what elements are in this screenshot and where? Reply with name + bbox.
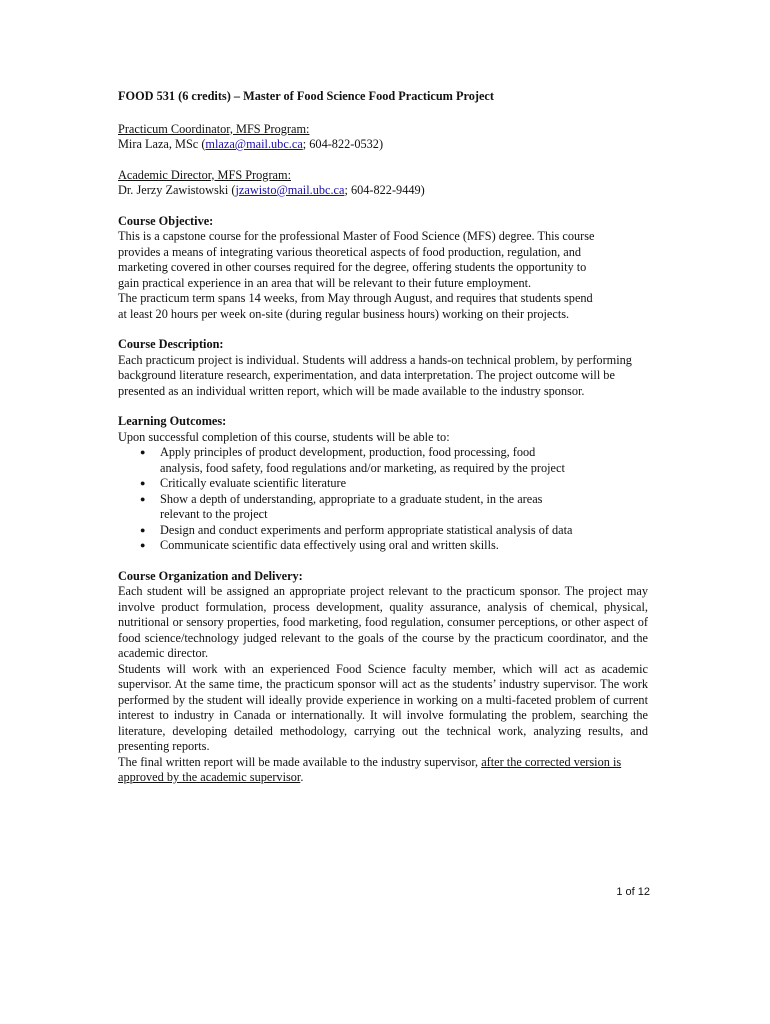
- outcomes-heading: Learning Outcomes:: [118, 414, 227, 428]
- director-heading: Academic Director, MFS Program:: [118, 167, 291, 182]
- description-heading: Course Description:: [118, 337, 224, 351]
- outcome-item: [140, 491, 648, 523]
- objective-paragraph-2: The practicum term spans 14 weeks, from May through August, and requires that students spend at least 20 hours per week on-site (during regular business hours) working on their projects.: [118, 291, 593, 321]
- bullet-icon: ●: [140, 478, 146, 488]
- coordinator-heading: Practicum Coordinator, MFS Program:: [118, 121, 310, 136]
- director-email-link[interactable]: jzawisto@mail.ubc.ca: [235, 183, 345, 197]
- coordinator-email-link[interactable]: mlaza@mail.ubc.ca: [205, 137, 303, 151]
- outcome-item: [140, 445, 648, 476]
- coordinator-phone: ; 604-822-0532): [302, 137, 384, 151]
- outcomes-list: [118, 445, 648, 554]
- outcome-text: Critically evaluate scientific literature: [160, 476, 347, 490]
- document-page: [118, 89, 648, 801]
- organization-paragraph-3-underlined: after the corrected version is approved by the academic supervisor: [118, 754, 622, 784]
- outcome-item: [140, 476, 648, 492]
- organization-paragraph-2: Students will work with an experienced Food Science faculty member, which will act as academic supervisor. At the same time, the practicum sponsor will act as the students’ industry supervisor. The work performed by the student will ideally provide experience in working on a multi-faceted problem of current interest to industry in Canada or internationally. It will involve formulating the problem, searching the literature, developing detailed methodology, carrying out the technical work, analyzing results, and presenting reports.: [118, 661, 648, 753]
- objective-paragraph-1: This is a capstone course for the professional Master of Food Science (MFS) degree. This course provides a means of integrating various theoretical aspects of food production, regulation, and marketing covered in other courses required for the degree, offering students the opportunity to gain practical experience in an area that will be relevant to their future employment.: [118, 229, 595, 290]
- outcome-text: Apply principles of product development, production, food processing, food analysis, food safety, food regulations and/or marketing, as required by the project: [160, 445, 565, 475]
- outcome-text: Show a depth of understanding, appropriate to a graduate student, in the areas relevant to the project: [160, 491, 543, 521]
- outcomes-intro: Upon successful completion of this course, students will be able to:: [118, 429, 450, 444]
- objective-heading: Course Objective:: [118, 213, 214, 228]
- director-phone: ; 604-822-9449): [344, 183, 425, 197]
- description-section: [118, 337, 648, 399]
- bullet-icon: ●: [140, 540, 146, 550]
- organization-heading: Course Organization and Delivery:: [118, 568, 303, 583]
- organization-paragraph-3: [118, 755, 648, 786]
- organization-section: [118, 569, 648, 786]
- bullet-icon: ●: [140, 493, 146, 504]
- director-contact: [118, 183, 648, 199]
- bullet-icon: ●: [140, 447, 146, 457]
- outcomes-section: [118, 414, 648, 554]
- organization-paragraph-1: Each student will be assigned an appropriate project relevant to the practicum sponsor. The project may involve product formulation, process development, quality assurance, analysis of chemical, physical, nutritional or sensory properties, food marketing, food regulation, consumer perceptions, or other aspect of food science/technology judged relevant to the goals of the course by the practicum coordinator, and the academic director.: [118, 584, 648, 660]
- coordinator-contact: [118, 137, 648, 153]
- organization-paragraph-3-end: .: [300, 770, 304, 784]
- document-title: FOOD 531 (6 credits) – Master of Food Science Food Practicum Project: [118, 89, 494, 103]
- outcome-text: Communicate scientific data effectively using oral and written skills.: [160, 538, 499, 552]
- director-section: [118, 168, 648, 199]
- outcome-text: Design and conduct experiments and perform appropriate statistical analysis of data: [160, 522, 573, 537]
- outcome-item: [140, 538, 648, 554]
- page-number: 1 of 12: [616, 886, 650, 898]
- objective-section: [118, 214, 648, 323]
- organization-paragraph-3-start: The final written report will be made available to the industry supervisor,: [118, 754, 482, 769]
- description-paragraph: Each practicum project is individual. Students will address a hands-on technical problem, by performing background literature research, experimentation, and data interpretation. The project outcome will be presented as an individual written report, which will be made available to the industry sponsor.: [118, 352, 632, 398]
- coordinator-section: [118, 122, 648, 153]
- bullet-icon: ●: [140, 524, 146, 535]
- director-name: Dr. Jerzy Zawistowski (: [118, 183, 236, 197]
- coordinator-name: Mira Laza, MSc (: [118, 137, 206, 151]
- outcome-item: [140, 522, 648, 539]
